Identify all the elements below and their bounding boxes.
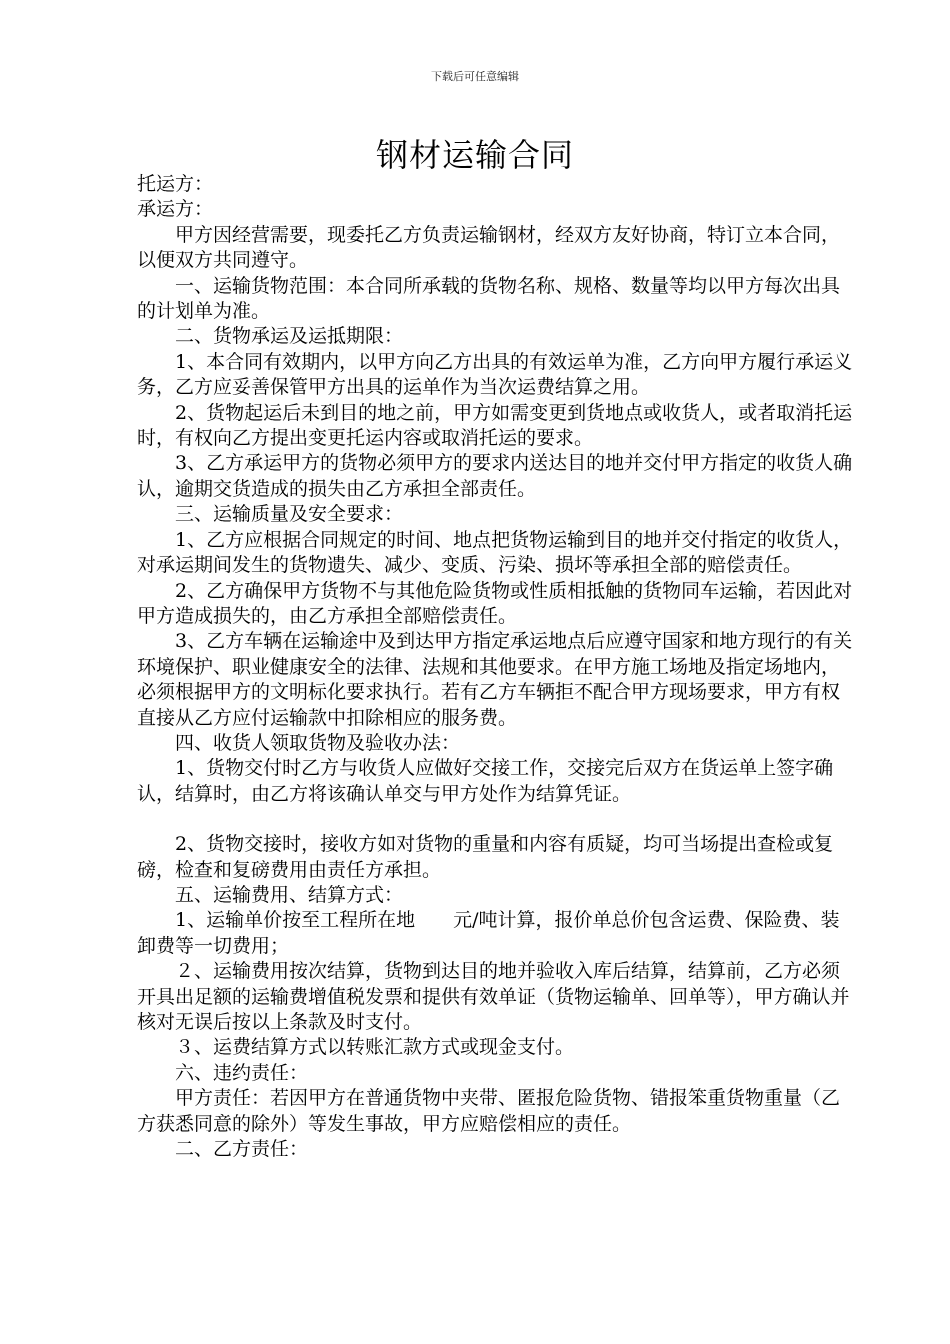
intro-paragraph: 甲方因经营需要，现委托乙方负责运输钢材，经双方友好协商，特订立本合同，以便双方共同遵守。 xyxy=(137,223,841,272)
party-a-liability: 甲方责任：若因甲方在普通货物中夹带、匿报危险货物、错报笨重货物重量（乙方获悉同意的除外）等发生事故，甲方应赔偿相应的责任。 xyxy=(137,1087,841,1135)
section-3-item-2: 2、乙方确保甲方货物不与其他危险货物或性质相抵触的货物同车运输，若因此对甲方造成损失的，由乙方承担全部赔偿责任。 xyxy=(137,579,853,627)
section-3-heading: 三、运输质量及安全要求： xyxy=(175,503,404,526)
blank-line xyxy=(137,807,853,832)
section-3-item-3: 3、乙方车辆在运输途中及到达甲方指定承运地点后应遵守国家和地方现行的有关环境保护、职业健康安全的法律、法规和其他要求。在甲方施工场地及指定场地内，必须根据甲方的文明标化要求执行。若有乙方车辆拒不配合甲方现场要求，甲方有权直接从乙方应付运输款中扣除相应的服务费。 xyxy=(137,630,853,729)
section-5-item-1-part-b: 元/吨计算，报价单总价包含运费、保险费、装卸费等一切费用； xyxy=(137,909,840,957)
section-2-heading: 二、货物承运及运抵期限： xyxy=(175,325,404,348)
section-5-item-2: ２、运输费用按次结算，货物到达目的地并验收入库后结算，结算前，乙方必须开具出足额的运输费增值税发票和提供有效单证（货物运输单、回单等），甲方确认并核对无误后按以上条款及时支付。 xyxy=(137,960,850,1033)
section-5-item-3: ３、运费结算方式以转账汇款方式或现金支付。 xyxy=(175,1036,575,1059)
section-1: 一、运输货物范围：本合同所承载的货物名称、规格、数量等均以甲方每次出具的计划单为准。 xyxy=(137,274,841,323)
section-2-item-2: 2、货物起运后未到目的地之前，甲方如需变更到货地点或收货人，或者取消托运时，有权向乙方提出变更托运内容或取消托运的要求。 xyxy=(137,401,853,450)
header-note: 下载后可任意编辑 xyxy=(431,70,519,83)
party-a-line: 托运方： xyxy=(137,173,214,195)
party-b-liability-heading: 二、乙方责任： xyxy=(175,1138,309,1161)
section-2-item-1: 1、本合同有效期内，以甲方向乙方出具的有效运单为准，乙方向甲方履行承运义务，乙方应妥善保管甲方出具的运单作为当次运费结算之用。 xyxy=(137,350,853,399)
section-5-item-1 xyxy=(137,908,853,959)
section-4-item-2: 2、货物交接时，接收方如对货物的重量和内容有质疑，均可当场提出查检或复磅，检查和复磅费用由责任方承担。 xyxy=(137,833,834,881)
contract-body xyxy=(137,172,853,1162)
page-title: 钢材运输合同 xyxy=(375,136,574,174)
section-4-item-1: 1、货物交付时乙方与收货人应做好交接工作，交接完后双方在货运单上签字确认，结算时，由乙方将该确认单交与甲方处作为结算凭证。 xyxy=(137,757,834,805)
party-b-line: 承运方： xyxy=(137,198,214,221)
section-4-heading: 四、收货人领取货物及验收办法： xyxy=(175,731,461,754)
section-6-heading: 六、违约责任： xyxy=(175,1061,309,1084)
section-2-item-3: 3、乙方承运甲方的货物必须甲方的要求内送达目的地并交付甲方指定的收货人确认，逾期交货造成的损失由乙方承担全部责任。 xyxy=(137,452,853,500)
section-5-item-1-part-a: 1、运输单价按至工程所在地 xyxy=(175,909,416,932)
section-5-heading: 五、运输费用、结算方式： xyxy=(175,883,404,906)
section-3-item-1: 1、乙方应根据合同规定的时间、地点把货物运输到目的地并交付指定的收货人，对承运期间发生的货物遗失、减少、变质、污染、损坏等承担全部的赔偿责任。 xyxy=(137,528,853,577)
